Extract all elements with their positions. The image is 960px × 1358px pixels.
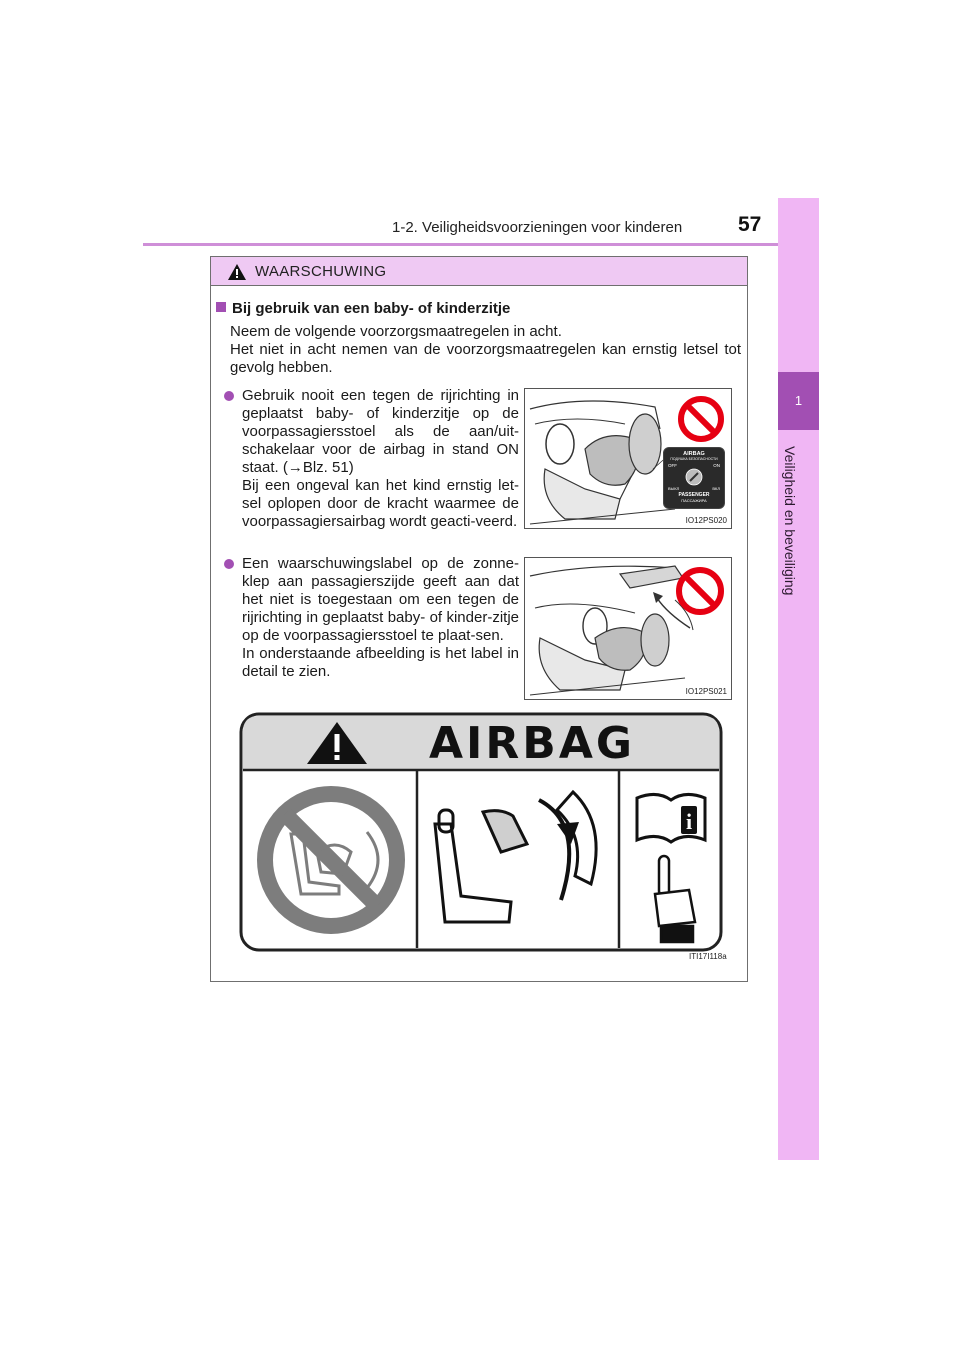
switch-off-label: OFF bbox=[668, 463, 677, 468]
prohibition-icon bbox=[265, 794, 397, 926]
bullet-item-2 bbox=[224, 555, 519, 698]
warning-triangle-icon bbox=[227, 263, 247, 281]
switch-on-ru: ВКЛ bbox=[712, 486, 720, 491]
section-title-text: Bij gebruik van een baby- of kinderzitje bbox=[232, 300, 511, 317]
round-bullet-icon bbox=[224, 559, 234, 569]
switch-title: AIRBAG bbox=[683, 451, 705, 457]
airbag-warning-label bbox=[239, 712, 723, 952]
bullet-1-text-2: Bij een ongeval kan het kind ernstig let-sel oplopen door de kracht waarmee de voorpassagiersairbag wordt geacti-veerd. bbox=[242, 477, 519, 530]
intro-text bbox=[230, 323, 741, 377]
airbag-switch-panel bbox=[663, 447, 725, 509]
intro-line-2: Het niet in acht nemen van de voorzorgsmaatregelen kan ernstig letsel tot gevolg hebben. bbox=[230, 341, 741, 376]
figure-sun-visor-label bbox=[524, 557, 732, 700]
figure-code-2: IO12PS021 bbox=[685, 687, 727, 696]
bullet-2-text: Een waarschuwingslabel op de zonne-klep aan passagierszijde geeft aan dat het niet is toegestaan om een tegen de rijrichting in geplaatst baby- of kinder-zitje op de voorpassagiersstoel te plaat-sen. bbox=[242, 555, 519, 644]
figure-rear-facing-seat-switch bbox=[524, 388, 732, 529]
warning-header bbox=[211, 257, 747, 286]
chapter-tab-strip bbox=[778, 198, 819, 1160]
section-title bbox=[216, 300, 510, 317]
switch-knob-icon[interactable] bbox=[685, 468, 703, 486]
bullet-item-1 bbox=[224, 387, 519, 547]
label-figure-code: ITI17I118a bbox=[689, 952, 727, 961]
switch-off-ru: ВЫКЛ bbox=[668, 486, 680, 491]
page-number: 57 bbox=[738, 213, 762, 236]
chapter-number-tab[interactable]: 1 bbox=[778, 372, 819, 430]
svg-text:i: i bbox=[685, 809, 693, 834]
intro-line-1: Neem de volgende voorzorgsmaatregelen in acht. bbox=[230, 323, 562, 340]
switch-subtitle: ПОДУШКА БЕЗОПАСНОСТИ bbox=[670, 457, 718, 461]
section-header-title: 1-2. Veiligheidsvoorzieningen voor kinderen bbox=[392, 219, 683, 236]
prohibition-icon bbox=[677, 395, 725, 443]
switch-on-label: ON bbox=[713, 463, 720, 468]
switch-passenger: PASSENGER bbox=[678, 492, 710, 498]
figure-code-1: IO12PS020 bbox=[685, 516, 727, 525]
warning-box bbox=[210, 256, 748, 982]
chapter-title-vertical: Veiligheid en beveiliging bbox=[782, 446, 798, 596]
bullet-2-text-2: In onderstaande afbeelding is het label in detail te zien. bbox=[242, 645, 519, 680]
header-divider bbox=[143, 243, 819, 246]
airbag-label-title: AIRBAG bbox=[429, 718, 636, 769]
switch-passenger-ru: ПАССАЖИРА bbox=[681, 498, 707, 503]
square-bullet-icon bbox=[216, 302, 226, 312]
prohibition-icon bbox=[675, 566, 725, 616]
warning-heading: WAARSCHUWING bbox=[255, 263, 387, 280]
manual-book-icon bbox=[637, 794, 705, 842]
round-bullet-icon bbox=[224, 391, 234, 401]
bullet-1-text: Gebruik nooit een tegen de rijrichting in geplaatst baby- of kinderzitje op de voorpassagiersstoel als de aan/uit-schakelaar voor de airbag in stand ON staat. (→Blz. 51) bbox=[242, 387, 519, 476]
